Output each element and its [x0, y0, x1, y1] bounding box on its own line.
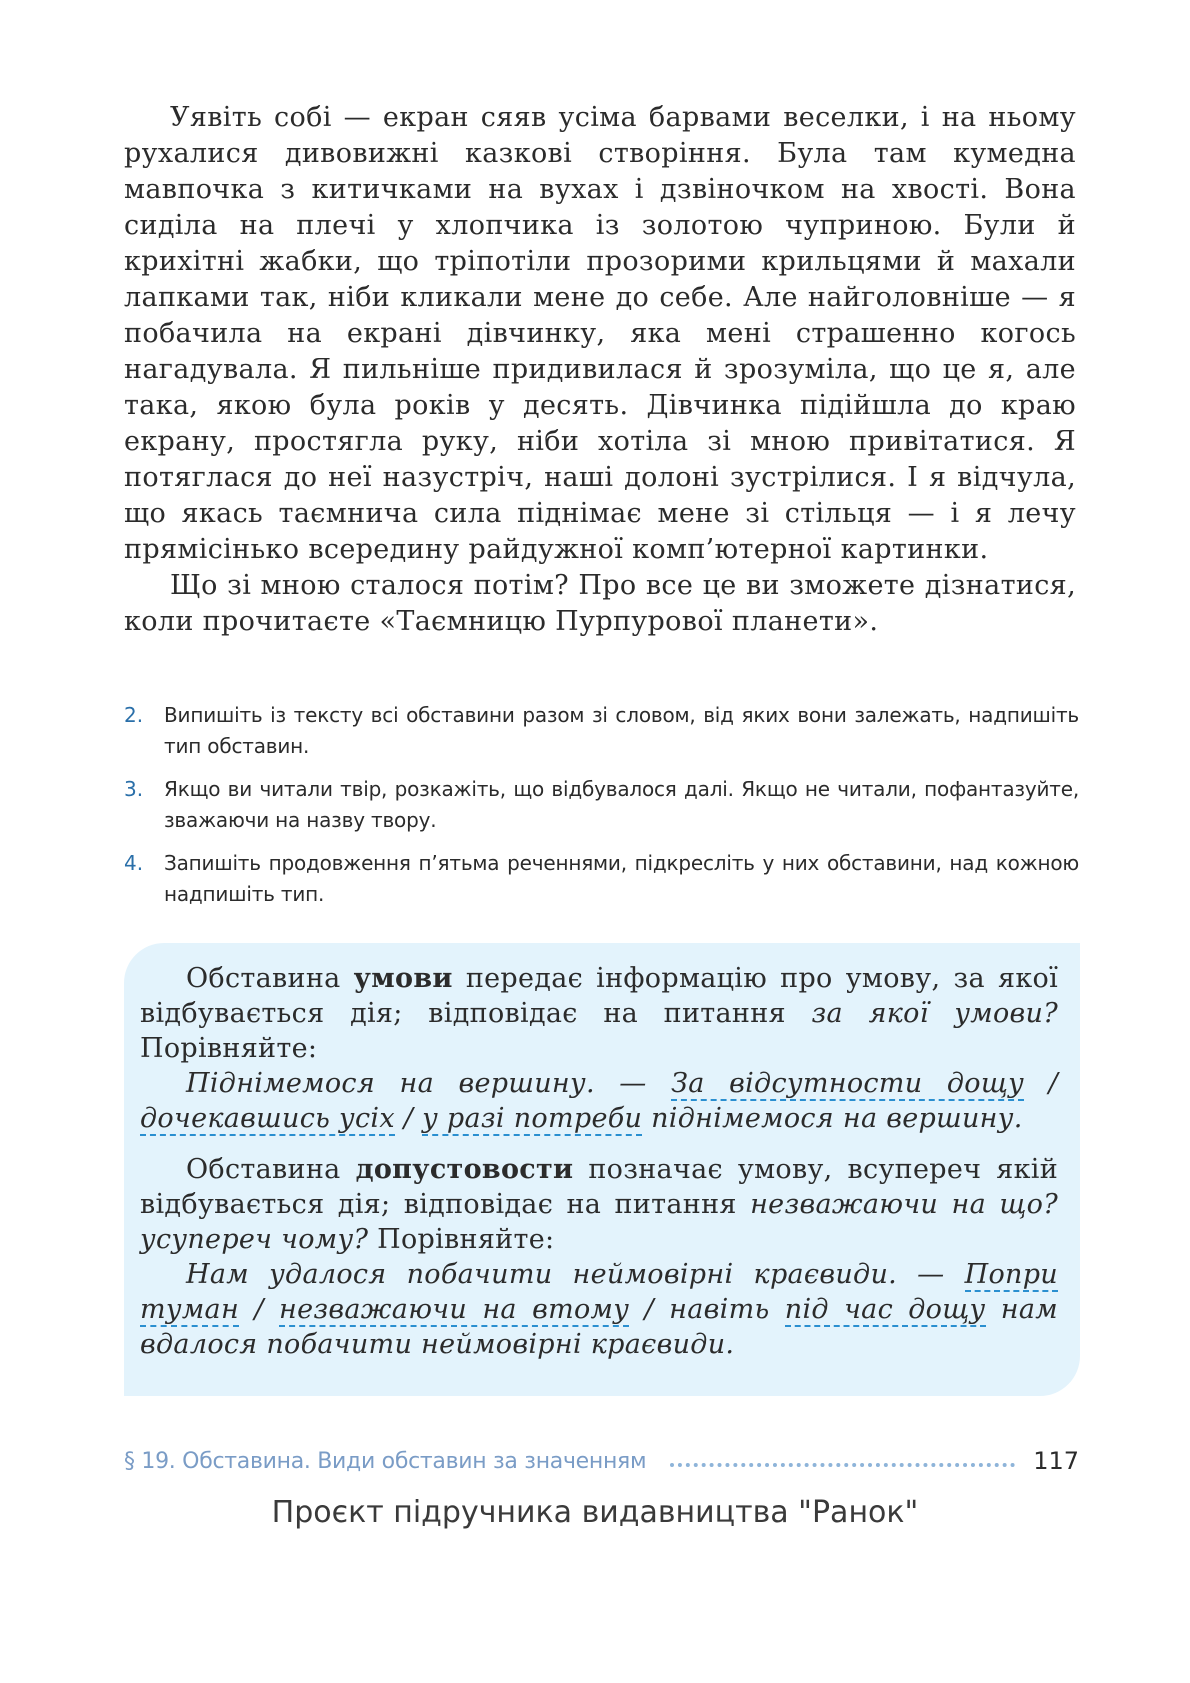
- publisher-note: Проєкт підручника видавництва "Ранок": [271, 1495, 919, 1530]
- example-text: Нам удалося побачити неймовірні краєвиди. —: [186, 1259, 965, 1290]
- text-fragment: позначає умову, всупереч якій відбувається дія; відповідає на питання: [140, 1154, 1059, 1220]
- example-text: піднімемося на вершину.: [642, 1103, 1023, 1134]
- text-fragment: Обставина: [186, 1154, 356, 1185]
- task-item: [124, 774, 1079, 836]
- underlined-adverbial: За відсутности дощу: [671, 1068, 1025, 1099]
- underlined-adverbial: під час дощу: [784, 1294, 986, 1325]
- condition-definition: [140, 961, 1058, 1066]
- rule-box: [124, 943, 1080, 1396]
- text-fragment: Обставина: [186, 963, 354, 994]
- separator: /: [239, 1294, 279, 1325]
- term-concession: допустовости: [355, 1154, 574, 1185]
- task-text: Випишіть із тексту всі обставини разом зі словом, від яких вони залежать, надпишіть тип обставин.: [164, 703, 1079, 758]
- term-condition: умови: [353, 963, 453, 994]
- task-item: [124, 700, 1079, 762]
- underlined-adverbial: незважаючи на втому: [279, 1294, 630, 1325]
- task-number: 2.: [124, 703, 144, 727]
- concession-example: [140, 1257, 1058, 1362]
- story-paragraph-1: Уявіть собі — екран сяяв усіма барвами веселки, і на ньому рухалися дивовижні казкові створіння. Була там кумедна мавпочка з китичками на вухах і дзвіночком на хвості. Вона сиділа на плечі у хлопчика із золотою чуприною. Були й крихітні жабки, що тріпотіли прозорими крильцями й махали лапками так, ніби кликали мене до себе. Але найголовніше — я побачила на екрані дівчинку, яка мені страшенно когось нагадувала. Я пильніше придивилася й зрозуміла, що це я, але така, якою була років у десять. Дівчинка підійшла до краю екрану, простягла руку, ніби хотіла зі мною привітатися. Я потяглася до неї назустріч, наші долоні зустрілися. І я відчула, що якась таємнича сила піднімає мене зі стільця — і я лечу прямісінько всередину райдужної комп’ютерної картинки.: [124, 102, 1076, 565]
- task-item: [124, 848, 1079, 910]
- footer-section-title: § 19. Обставина. Види обставин за значенням: [124, 1448, 647, 1474]
- condition-example: [140, 1066, 1058, 1136]
- underlined-adverbial: Попри туман: [140, 1259, 1058, 1325]
- task-number: 3.: [124, 777, 144, 801]
- question-condition: за якої умови?: [811, 998, 1058, 1029]
- task-text: Запишіть продовження п’ятьма реченнями, підкресліть у них обставини, над кожною надпишіть тип.: [164, 851, 1079, 906]
- text-fragment: передає інформацію про умову, за якої відбувається дія; відповідає на питання: [140, 963, 1059, 1029]
- main-text: [124, 100, 1076, 640]
- text-fragment: Порівняйте:: [368, 1224, 555, 1255]
- task-number: 4.: [124, 851, 144, 875]
- story-paragraph-2: Що зі мною сталося потім? Про все це ви зможете дізнатися, коли прочитаєте «Таємницю Пурпурової планети».: [124, 570, 1076, 637]
- task-list: [124, 700, 1079, 922]
- page-footer: [124, 1443, 1079, 1479]
- page-number: 117: [1033, 1447, 1079, 1475]
- underlined-adverbial: дочекавшись усіх: [140, 1103, 395, 1134]
- text-fragment: Порівняйте:: [140, 1033, 318, 1064]
- separator: /: [394, 1103, 423, 1134]
- footer-dotted-leader: [670, 1463, 1015, 1467]
- underlined-adverbial: у разі потреби: [422, 1103, 643, 1134]
- separator: / навіть: [629, 1294, 785, 1325]
- task-text: Якщо ви читали твір, розкажіть, що відбувалося далі. Якщо не читали, пофантазуйте, зважаючи на назву твору.: [164, 777, 1079, 832]
- example-text: нам вдалося побачити неймовірні краєвиди.: [140, 1294, 1058, 1360]
- separator: /: [1024, 1068, 1059, 1099]
- example-text: Піднімемося на вершину. —: [186, 1068, 672, 1099]
- concession-definition: [140, 1152, 1058, 1257]
- question-concession: незважаючи на що? усупереч чому?: [140, 1189, 1058, 1255]
